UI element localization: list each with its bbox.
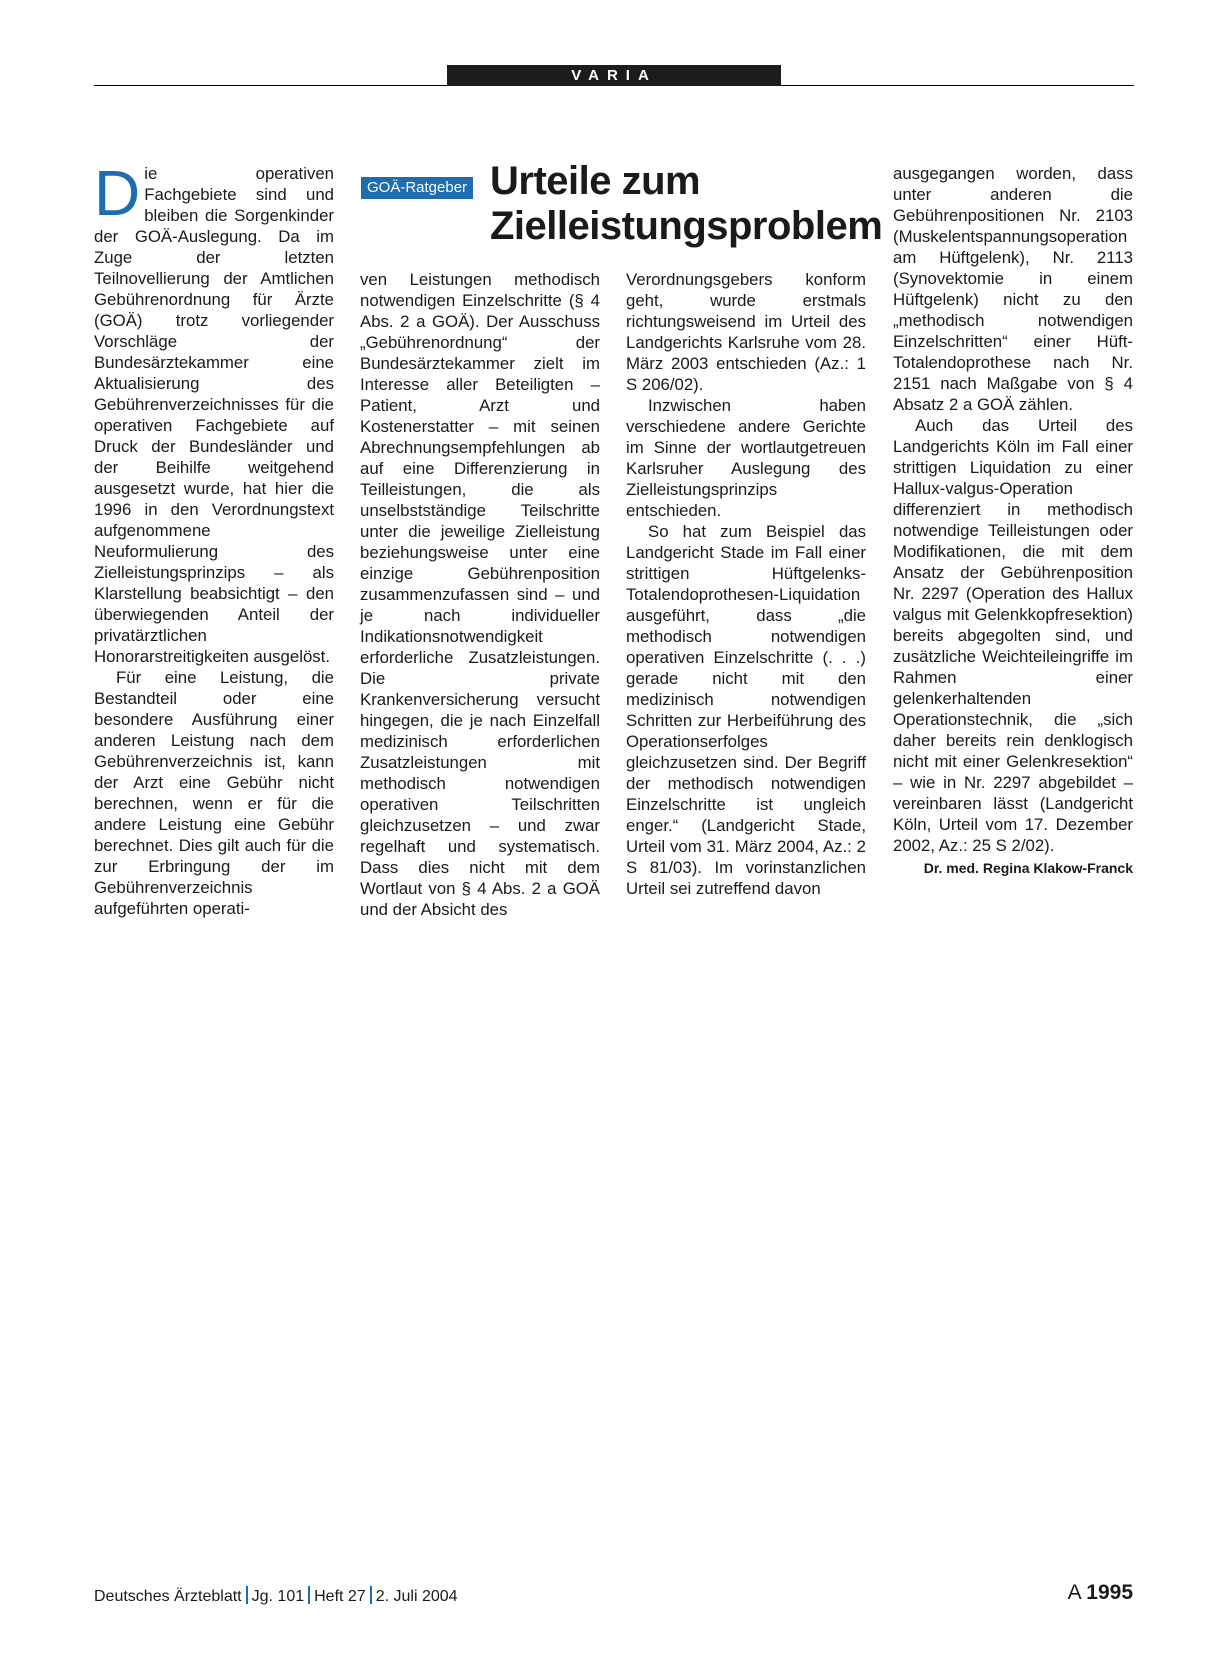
issue-date: 2. Juli 2004: [375, 1588, 458, 1605]
article-title: Urteile zum Zielleistungsproblem: [490, 159, 883, 248]
issue: Heft 27: [314, 1588, 366, 1605]
separator: [370, 1586, 372, 1604]
footer: [94, 1586, 458, 1606]
body-paragraph: ven Leistungen methodisch notwendigen Einzelschritte (§ 4 Abs. 2 a GOÄ). Der Ausschuss „Gebührenordnung“ der Bundesärztekammer zielt im Interesse aller Beteiligten – Patient, Arzt und Kostenerstatter – mit seinen Abrechnungsempfehlungen ab auf eine Differenzierung in Teilleistungen, die als unselbstständige Teilschritte unter die jeweilige Zielleistung beziehungsweise unter eine einzige Gebührenposition zusammenzufassen sind – und je nach individueller Indikationsnotwendigkeit erforderliche Zusatzleistungen. Die private Krankenversicherung versucht hingegen, die je nach Einzelfall medizinisch erforderlichen Zusatzleistungen mit methodisch notwendigen operativen Teilschritten gleichzusetzen – und zwar regelhaft und systematisch. Dass dies nicht mit dem Wortlaut von § 4 Abs. 2 a GOÄ und der Absicht des: [360, 270, 600, 919]
volume: Jg. 101: [251, 1588, 305, 1605]
column-2: [360, 269, 600, 920]
lead-paragraph: [94, 157, 334, 667]
body-paragraph: ausgegangen worden, dass unter anderen die Gebührenpositionen Nr. 2103 (Muskelentspannungsoperation am Hüftgelenk), Nr. 2113 (Synovektomie in einem Hüftgelenk) nicht zu den „methodisch notwendigen Einzelschritten“ einer Hüft-Totalendoprothese nach Nr. 2151 nach Maßgabe von § 4 Absatz 2 a GOÄ zählen.: [893, 164, 1133, 414]
body-paragraph: Verordnungsgebers konform geht, wurde erstmals richtungsweisend im Urteil des Landgerichts Karlsruhe vom 28. März 2003 entschieden (Az.: 1 S 206/02).: [626, 270, 866, 394]
page-prefix: A: [1067, 1581, 1081, 1604]
column-1: [94, 157, 334, 919]
body-paragraph: Für eine Leistung, die Bestandteil oder eine besondere Ausführung einer anderen Leistung nach dem Gebührenverzeichnis ist, kann der Arzt eine Gebühr nicht berechnen, wenn er für die andere Leistung eine Gebühr berechnet. Dies gilt auch für die zur Erbringung der im Gebührenverzeichnis aufgeführten operati-: [94, 668, 334, 918]
separator: [308, 1586, 310, 1604]
section-label: VARIA: [447, 65, 781, 86]
column-3: [626, 269, 866, 899]
body-paragraph: Auch das Urteil des Landgerichts Köln im Fall einer strittigen Liquidation zu einer Hallux-valgus-Operation differenziert in methodisch notwendige Teilleistungen oder Modifikationen, die mit dem Ansatz der Gebührenposition Nr. 2297 (Operation des Hallux valgus mit Gelenkkopfresektion) bereits abgegolten sind, und zusätzliche Weichteileingriffe im Rahmen einer gelenkerhaltenden Operationstechnik, die „sich daher bereits rein denklogisch nicht mit einer Gelenkresektion“ – wie in Nr. 2297 abgebildet – vereinbaren lässt (Landgericht Köln, Urteil vom 17. Dezember 2002, Az.: 25 S 2/02).: [893, 416, 1133, 855]
separator: [246, 1586, 248, 1604]
drop-cap: D: [94, 157, 141, 229]
body-paragraph: Inzwischen haben verschiedene andere Gerichte im Sinne der wortlautgetreuen Karlsruher Auslegung des Zielleistungsprinzips entschieden.: [626, 396, 866, 520]
body-paragraph: So hat zum Beispiel das Landgericht Stade im Fall einer strittigen Hüftgelenks-Totalendoprothesen-Liquidation ausgeführt, dass „die methodisch notwendigen operativen Einzelschritte (. . .) gerade nicht mit den medizinisch notwendigen Schritten zur Herbeiführung des Operationserfolges gleichzusetzen sind. Der Begriff der methodisch notwendigen Einzelschritte ist ungleich enger.“ (Landgericht Stade, Urteil vom 31. März 2004, Az.: 2 S 81/03). Im vorinstanzlichen Urteil sei zutreffend davon: [626, 522, 866, 898]
column-4: [893, 163, 1133, 879]
page-number-value: 1995: [1086, 1581, 1133, 1604]
lead-text: ie operativen Fachgebiete sind und bleiben die Sorgenkinder der GOÄ-Auslegung. Da im Zuge der letzten Teilnovellierung der Amtlichen Gebührenordnung für Ärzte (GOÄ) trotz vorliegender Vorschläge der Bundesärztekammer eine Aktualisierung des Gebührenverzeichnisses für die operativen Fachgebiete auf Druck der Bundesländer und der Beihilfe weitgehend ausgesetzt wurde, hat hier die 1996 in den Verordnungstext aufgenommene Neuformulierung des Zielleistungsprinzips – als Klarstellung beabsichtigt – den überwiegenden Anteil der privatärztlichen Honorarstreitigkeiten ausgelöst.: [94, 164, 334, 666]
page-number: [1068, 1581, 1133, 1605]
category-tag: GOÄ-Ratgeber: [361, 177, 473, 199]
journal-name: Deutsches Ärzteblatt: [94, 1588, 242, 1605]
author-byline: Dr. med. Regina Klakow-Franck: [923, 860, 1133, 876]
